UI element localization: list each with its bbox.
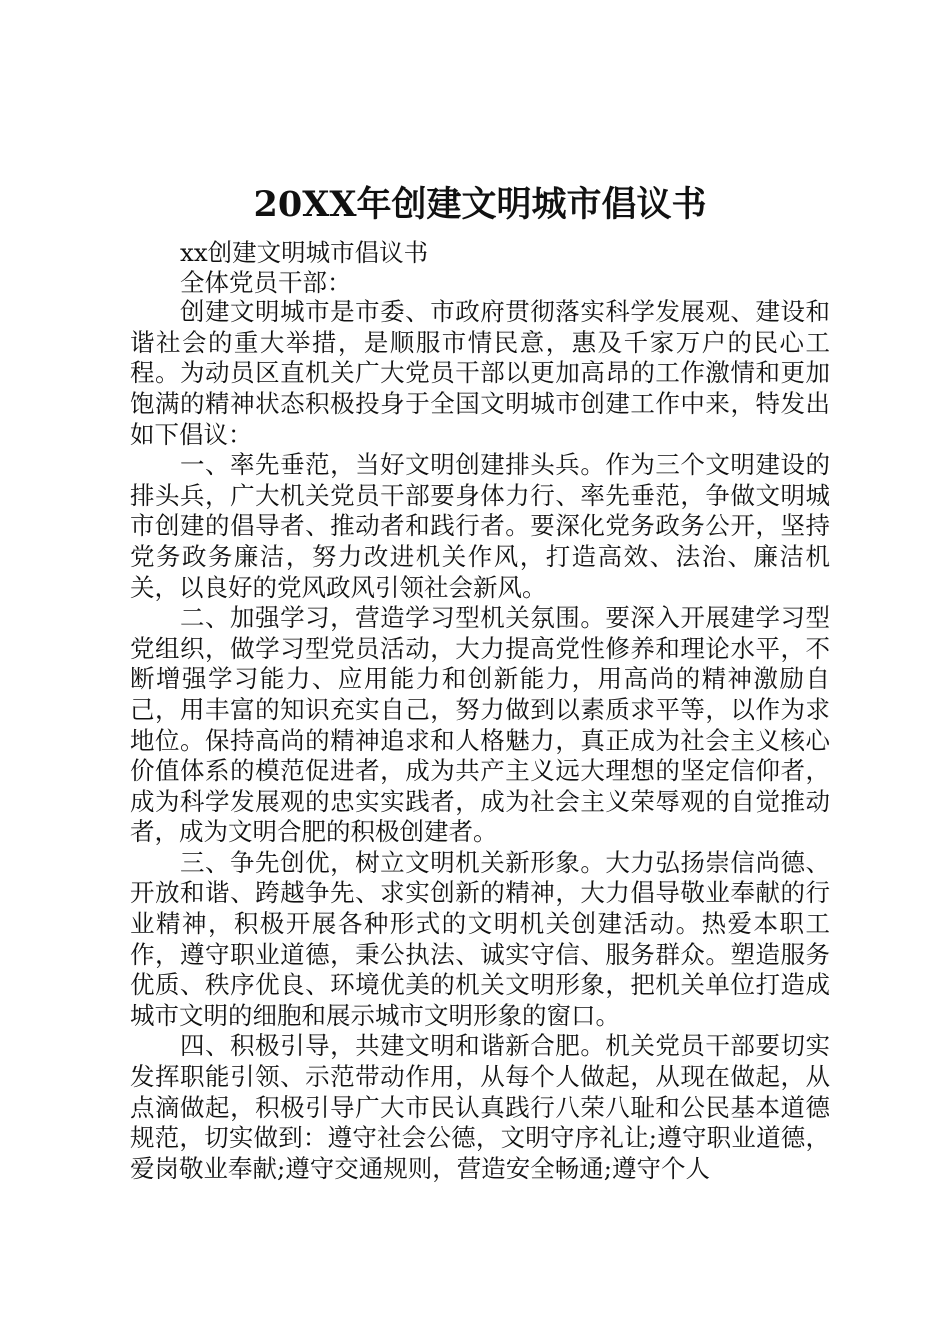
paragraph-intro: 创建文明城市是市委、市政府贯彻落实科学发展观、建设和谐社会的重大举措，是顺服市情民意，惠及千家万户的民心工程。为动员区直机关广大党员干部以更加高昂的工作激情和更加饱满的精神状态积极投身于全国文明城市创建工作中来，特发出如下倡议： (130, 297, 830, 449)
document-title: 20XX年创建文明城市倡议书 (253, 184, 707, 225)
paragraph-point-1: 一、率先垂范，当好文明创建排头兵。作为三个文明建设的排头兵，广大机关党员干部要身体力行、率先垂范，争做文明城市创建的倡导者、推动者和践行者。要深化党务政务公开，坚持党务政务廉洁，努力改进机关作风，打造高效、法治、廉洁机关，以良好的党风政风引领社会新风。 (130, 450, 830, 602)
paragraph-point-4: 四、积极引导，共建文明和谐新合肥。机关党员干部要切实发挥职能引领、示范带动作用，从每个人做起，从现在做起，从点滴做起，积极引导广大市民认真践行八荣八耻和公民基本道德规范，切实做到：遵守社会公德，文明守序礼让;遵守职业道德，爱岗敬业奉献;遵守交通规则，营造安全畅通;遵守个人 (130, 1031, 830, 1183)
salutation: 全体党员干部： (180, 267, 352, 297)
document-page (130, 180, 830, 1184)
paragraph-point-3: 三、争先创优，树立文明机关新形象。大力弘扬崇信尚德、开放和谐、跨越争先、求实创新的精神，大力倡导敬业奉献的行业精神，积极开展各种形式的文明机关创建活动。热爱本职工作，遵守职业道德，秉公执法、诚实守信、服务群众。塑造服务优质、秩序优良、环境优美的机关文明形象，把机关单位打造成城市文明的细胞和展示城市文明形象的窗口。 (130, 847, 830, 1030)
paragraph-point-2: 二、加强学习，营造学习型机关氛围。要深入开展建学习型党组织，做学习型党员活动，大力提高党性修养和理论水平，不断增强学习能力、应用能力和创新能力，用高尚的精神激励自己，用丰富的知识充实自己，努力做到以素质求平等，以作为求地位。保持高尚的精神追求和人格魅力，真正成为社会主义核心价值体系的模范促进者，成为共产主义远大理想的坚定信仰者，成为科学发展观的忠实实践者，成为社会主义荣辱观的自觉推动者，成为文明合肥的积极创建者。 (130, 603, 830, 847)
document-subtitle: xx创建文明城市倡议书 (180, 238, 429, 267)
